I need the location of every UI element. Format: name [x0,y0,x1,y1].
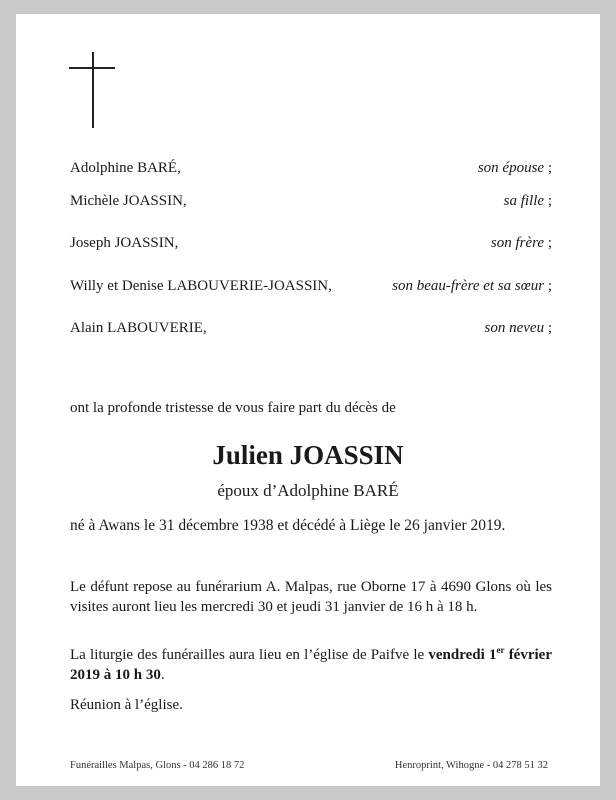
liturgy-paragraph: La liturgie des funérailles aura lieu en l’église de Paifve le vendredi 1er février 2019 à 10 h 30. [70,645,552,683]
birth-death-dates: né à Awans le 31 décembre 1938 et décédé à Liège le 26 janvier 2019. [70,517,506,534]
footer-funeral-home: Funérailles Malpas, Glons - 04 286 18 72 [70,760,245,771]
relative-role: sa fille ; [503,193,552,209]
relative-role: son neveu ; [484,320,552,336]
relative-role: son épouse ; [477,160,552,176]
liturgy-date: vendredi 1er février 2019 à 10 h 30 [70,645,552,683]
relative-name: Adolphine BARÉ, [70,160,181,176]
footer-printer: Henroprint, Wihogne - 04 278 51 32 [394,760,548,771]
relative-name: Alain LABOUVERIE, [70,320,207,336]
liturgy-text: La liturgie des funérailles aura lieu en l’église de Paifve le [70,647,429,663]
cross-horizontal-bar [69,67,115,69]
intro-sentence: ont la profonde tristesse de vous faire part du décès de [70,400,396,416]
reunion-line: Réunion à l’église. [70,697,183,713]
relative-role: son frère ; [490,235,552,251]
relative-role: son beau-frère et sa sœur ; [392,278,552,294]
relative-name: Michèle JOASSIN, [70,193,187,209]
relative-name: Joseph JOASSIN, [70,235,179,251]
deceased-name: Julien JOASSIN [212,440,404,470]
relative-name: Willy et Denise LABOUVERIE-JOASSIN, [70,278,332,294]
cross-vertical-bar [92,52,94,128]
repose-paragraph: Le défunt repose au funérarium A. Malpas, rue Oborne 17 à 4690 Glons où les visites auront lieu les mercredi 30 et jeudi 31 janvier de 16 h à 18 h. [70,579,552,615]
spouse-line: époux d’Adolphine BARÉ [217,481,399,500]
